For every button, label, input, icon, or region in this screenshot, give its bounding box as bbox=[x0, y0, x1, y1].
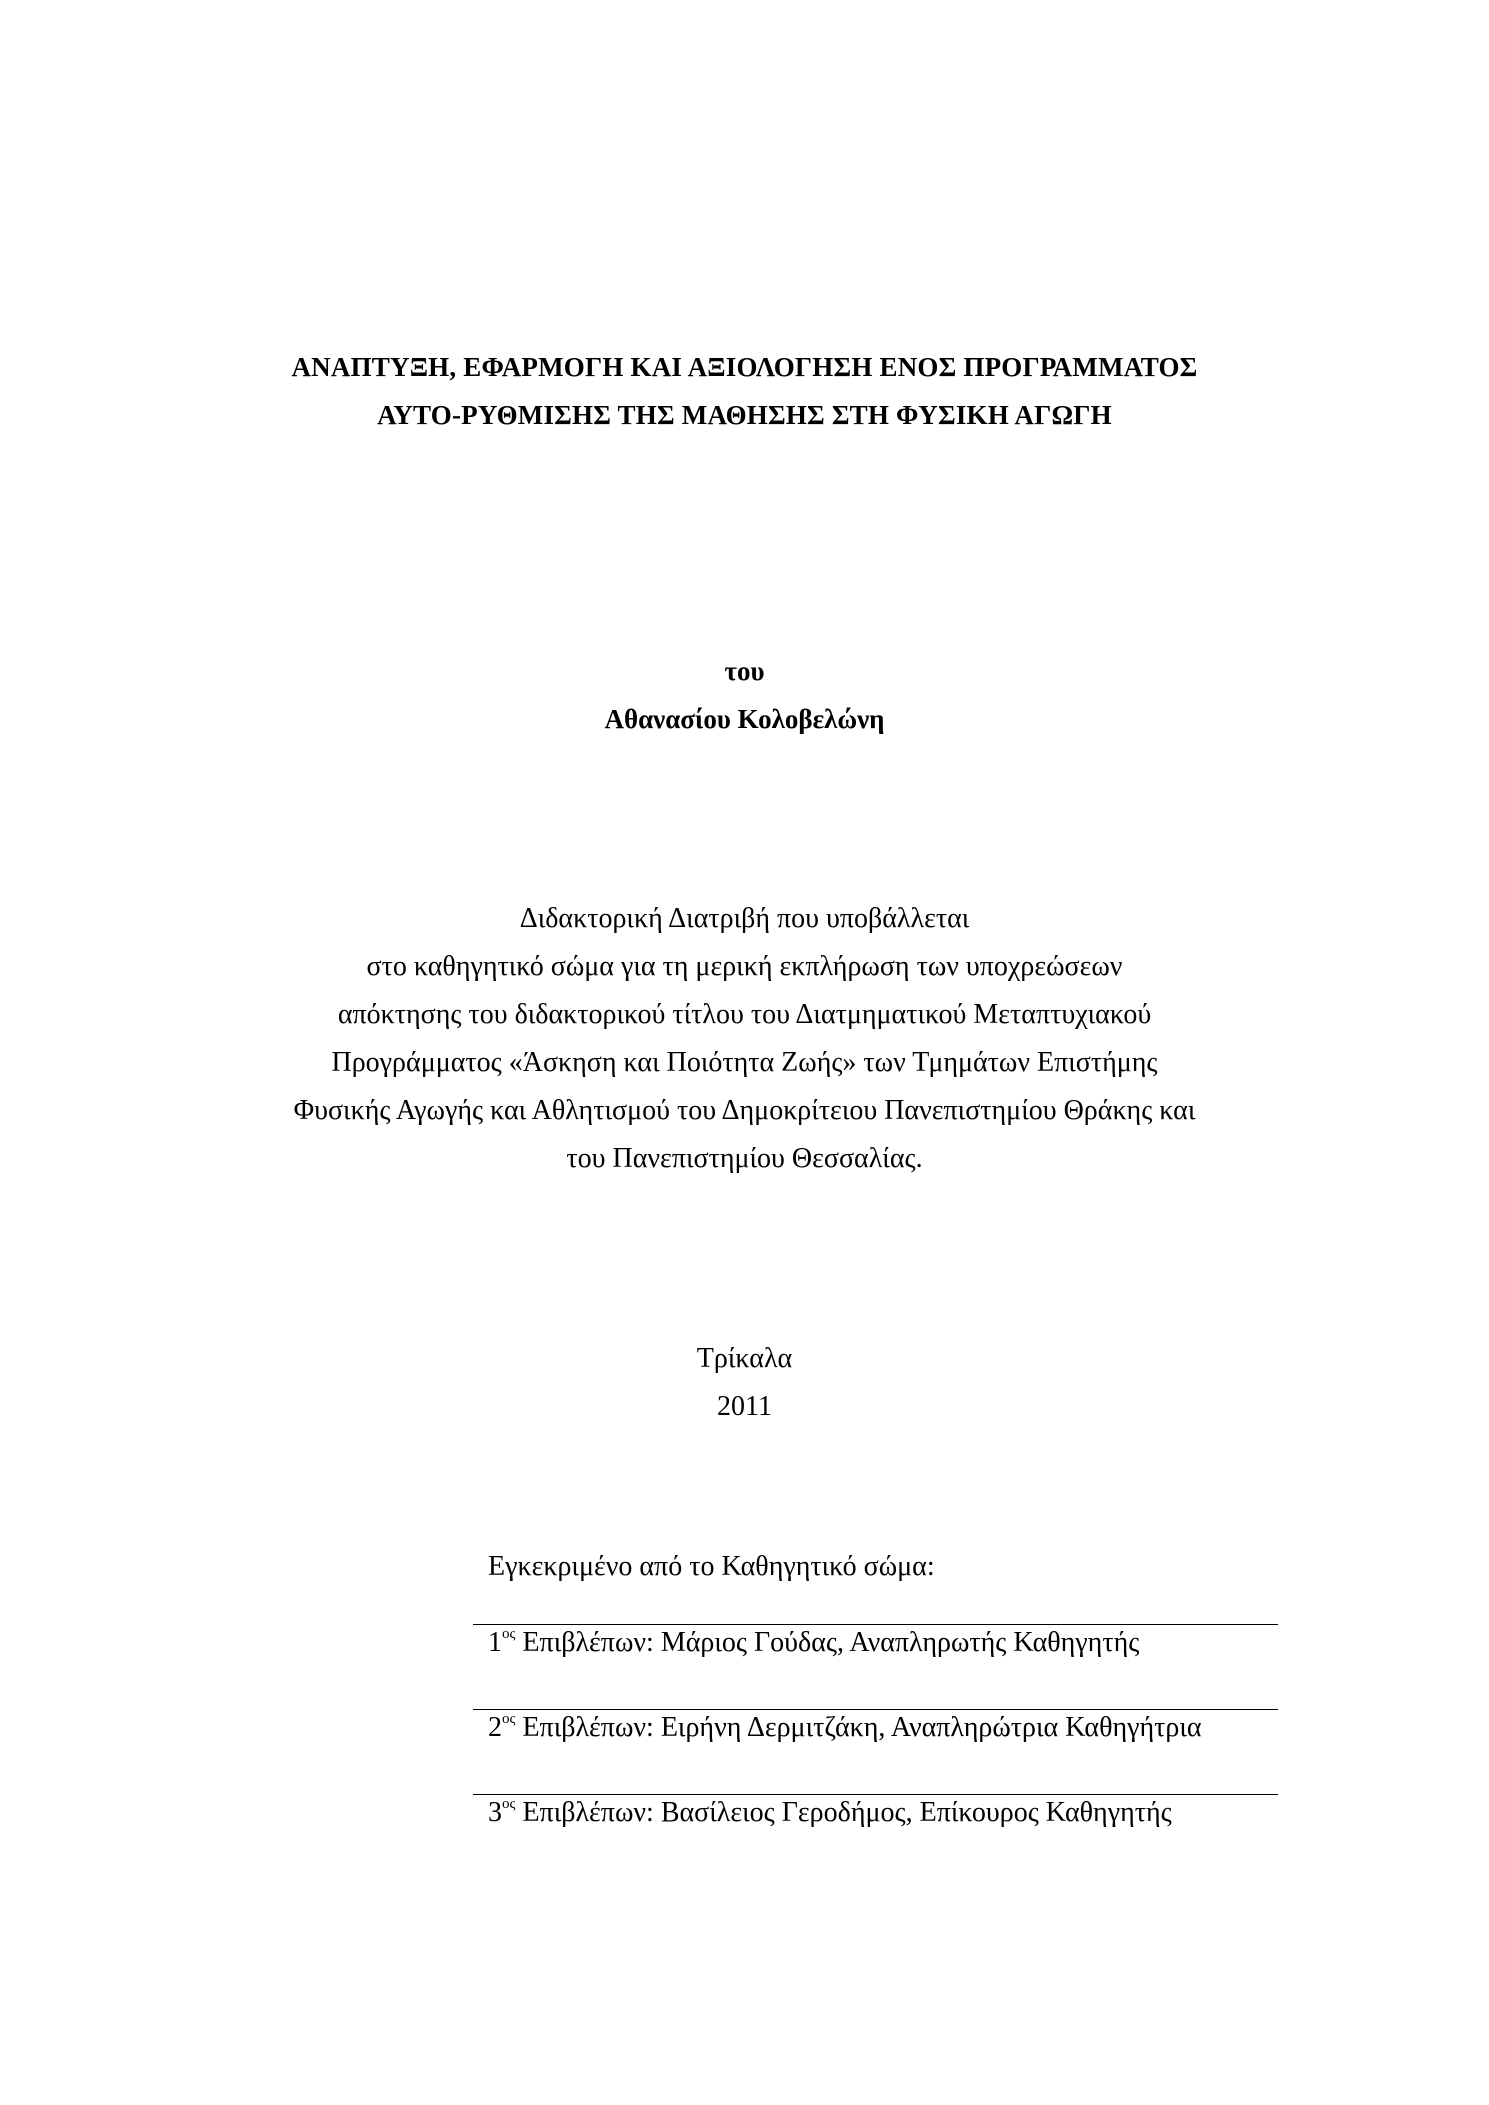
supervisor-3 bbox=[488, 1797, 1172, 1829]
author-name: Αθανασίου Κολοβελώνη bbox=[604, 704, 885, 734]
description-line-3: απόκτησης του διδακτορικού τίτλου του Διατμηματικού Μεταπτυχιακού bbox=[337, 999, 1152, 1030]
thesis-title-line-2: ΑΥΤΟ-ΡΥΘΜΙΣΗΣ ΤΗΣ ΜΑΘΗΣΗΣ ΣΤΗ ΦΥΣΙΚΗ ΑΓΩΓΗ bbox=[377, 400, 1112, 430]
supervisor-1-number: 1 bbox=[488, 1627, 502, 1658]
year: 2011 bbox=[717, 1391, 772, 1422]
thesis-title-line-1: ΑΝΑΠΤΥΞΗ, ΕΦΑΡΜΟΓΗ ΚΑΙ ΑΞΙΟΛΟΓΗΣΗ ΕΝΟΣ ΠΡΟΓΡΑΜΜΑΤΟΣ bbox=[291, 352, 1198, 382]
approval-heading: Εγκεκριμένο από το Καθηγητικό σώμα: bbox=[488, 1551, 935, 1582]
supervisor-3-number: 3 bbox=[488, 1797, 502, 1828]
signature-line-2 bbox=[473, 1709, 1278, 1710]
place: Τρίκαλα bbox=[696, 1343, 793, 1374]
description-line-4: Προγράμματος «Άσκηση και Ποιότητα Ζωής» των Τμημάτων Επιστήμης bbox=[331, 1047, 1158, 1078]
supervisor-1 bbox=[488, 1627, 1139, 1659]
description-line-5: Φυσικής Αγωγής και Αθλητισμού του Δημοκρίτειου Πανεπιστημίου Θράκης και bbox=[293, 1095, 1196, 1126]
supervisor-2-text: Επιβλέπων: Ειρήνη Δερμιτζάκη, Αναπληρώτρια Καθηγήτρια bbox=[515, 1712, 1202, 1743]
supervisor-2-ordinal: ος bbox=[502, 1710, 516, 1727]
supervisor-3-ordinal: ος bbox=[502, 1795, 516, 1812]
supervisor-1-text: Επιβλέπων: Μάριος Γούδας, Αναπληρωτής Καθηγητής bbox=[515, 1627, 1140, 1658]
description-line-1: Διδακτορική Διατριβή που υποβάλλεται bbox=[519, 903, 970, 934]
description-line-2: στο καθηγητικό σώμα για τη μερική εκπλήρωση των υποχρεώσεων bbox=[366, 951, 1123, 982]
supervisor-3-text: Επιβλέπων: Βασίλειος Γεροδήμος, Επίκουρος Καθηγητής bbox=[515, 1797, 1172, 1828]
supervisor-1-ordinal: ος bbox=[502, 1625, 516, 1642]
supervisor-2 bbox=[488, 1712, 1202, 1744]
author-preposition: του bbox=[724, 656, 765, 686]
signature-line-3 bbox=[473, 1794, 1278, 1795]
supervisor-2-number: 2 bbox=[488, 1712, 502, 1743]
description-line-6: του Πανεπιστημίου Θεσσαλίας. bbox=[566, 1143, 923, 1174]
signature-line-1 bbox=[473, 1624, 1278, 1625]
